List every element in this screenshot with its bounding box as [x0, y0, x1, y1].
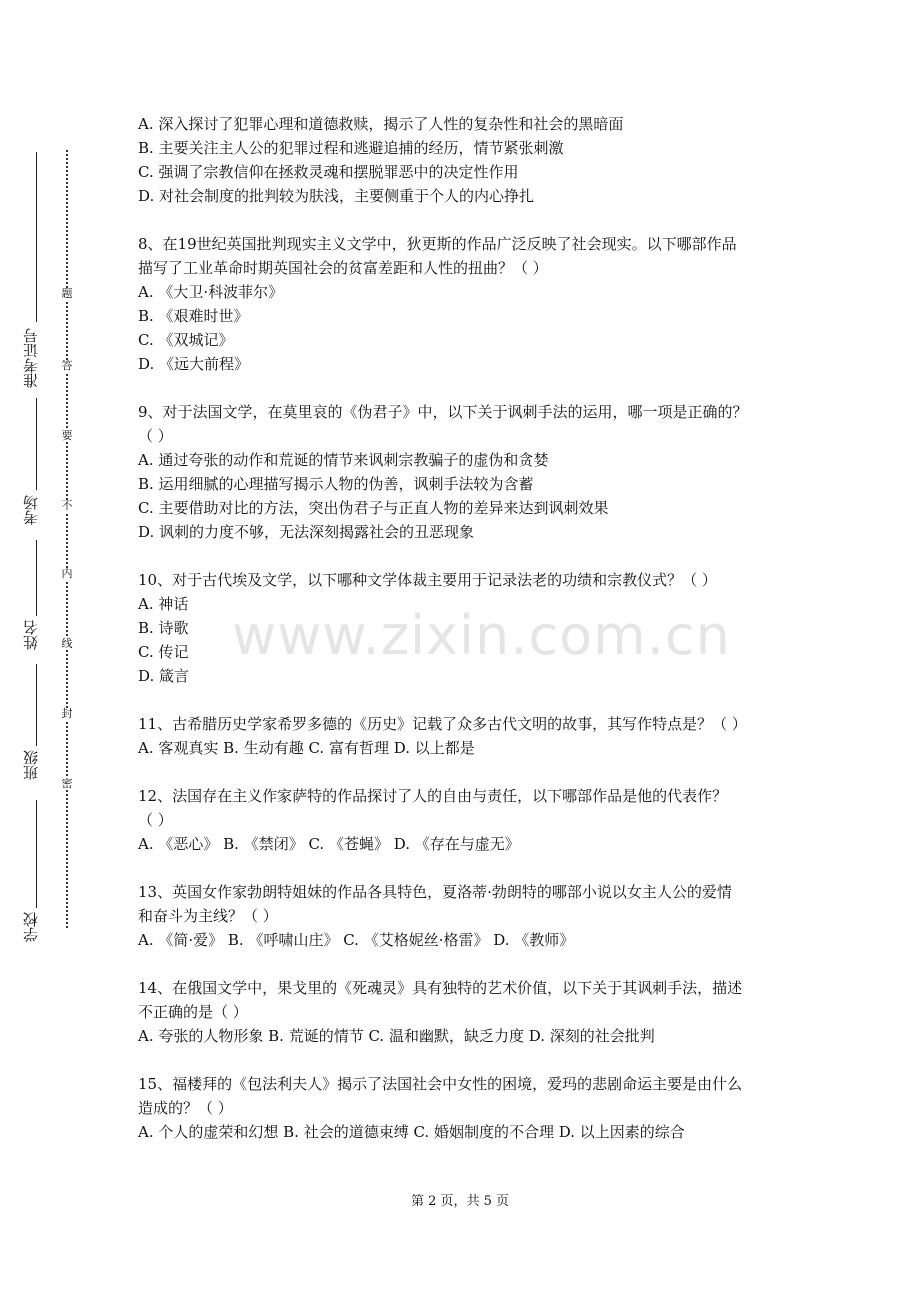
question-stem: 10、对于古代埃及文学，以下哪种文学体裁主要用于记录法老的功绩和宗教仪式？（ ） [138, 571, 717, 589]
question-stem: 15、福楼拜的《包法利夫人》揭示了法国社会中女性的困境，爱玛的悲剧命运主要是由什么 [138, 1075, 743, 1093]
question-9 [138, 400, 798, 544]
option: D. 讽刺的力度不够，无法深刻揭露社会的丑恶现象 [138, 523, 475, 541]
options-inline: A. 客观真实 B. 生动有趣 C. 富有哲理 D. 以上都是 [138, 739, 475, 757]
field-class [24, 750, 39, 780]
question-stem: 14、在俄国文学中，果戈里的《死魂灵》具有独特的艺术价值，以下关于其讽刺手法，描述 [138, 979, 743, 997]
field-name [24, 620, 39, 650]
option: C. 《双城记》 [138, 331, 234, 349]
question-8 [138, 232, 798, 376]
options-inline: A. 《简·爱》 B. 《呼啸山庄》 C. 《艾格妮丝·格雷》 D. 《教师》 [138, 931, 575, 949]
field-exam-room [24, 495, 39, 525]
question-stem: 13、英国女作家勃朗特姐妹的作品各具特色，夏洛蒂·勃朗特的哪部小说以女主人公的爱情 [138, 883, 732, 901]
option: C. 主要借助对比的方法，突出伪君子与正直人物的差异来达到讽刺效果 [138, 499, 609, 517]
fill-line [36, 398, 37, 490]
question-stem: 12、法国存在主义作家萨特的作品探讨了人的自由与责任，以下哪部作品是他的代表作？ [138, 787, 728, 805]
field-label: 班级 [22, 750, 40, 780]
question-13 [138, 880, 798, 952]
question-stem: （ ） [138, 811, 173, 829]
option: A. 通过夸张的动作和荒诞的情节来讽刺宗教骗子的虚伪和贪婪 [138, 451, 549, 469]
page-footer: 第 2 页，共 5 页 [410, 1194, 510, 1209]
option: A. 神话 [138, 595, 189, 613]
question-12 [138, 784, 798, 856]
question-11 [138, 712, 798, 760]
seal-char: 答 [61, 359, 73, 372]
option: D. 箴言 [138, 667, 190, 685]
fill-line [36, 664, 37, 746]
option: D. 对社会制度的批判较为肤浅，主要侧重于个人的内心挣扎 [138, 187, 535, 205]
question-15 [138, 1072, 798, 1144]
option: A. 《大卫·科波菲尔》 [138, 283, 284, 301]
option: B. 运用细腻的心理描写揭示人物的伪善，讽刺手法较为含蓄 [138, 475, 534, 493]
question-14 [138, 976, 798, 1048]
seal-char: 密 [61, 777, 73, 790]
question-stem: 11、古希腊历史学家希罗多德的《历史》记载了众多古代文明的故事，其写作特点是？（ ） [138, 715, 747, 733]
options-inline: A. 夸张的人物形象 B. 荒诞的情节 C. 温和幽默，缺乏力度 D. 深刻的社会批判 [138, 1027, 655, 1045]
question-stem: （ ） [138, 427, 173, 445]
options-inline: A. 《恶心》 B. 《禁闭》 C. 《苍蝇》 D. 《存在与虚无》 [138, 835, 520, 853]
seal-char: 线 [61, 637, 73, 650]
seal-char: 封 [61, 707, 73, 720]
option: B. 《艰难时世》 [138, 307, 249, 325]
option: A. 深入探讨了犯罪心理和道德救赎，揭示了人性的复杂性和社会的黑暗面 [138, 115, 624, 133]
option: D. 《远大前程》 [138, 355, 250, 373]
question-stem: 不正确的是（ ） [138, 1003, 248, 1021]
fill-line [36, 800, 37, 908]
option: C. 传记 [138, 643, 189, 661]
field-exam-number [24, 328, 39, 388]
option: B. 主要关注主人公的犯罪过程和逃避追捕的经历，情节紧张刺激 [138, 139, 564, 157]
seal-line [66, 150, 68, 928]
options-inline: A. 个人的虚荣和幻想 B. 社会的道德束缚 C. 婚姻制度的不合理 D. 以上因素的综合 [138, 1123, 685, 1141]
question-stem: 描写了工业革命时期英国社会的贫富差距和人性的扭曲？（ ） [138, 259, 548, 277]
field-school [24, 912, 39, 942]
binding-margin [0, 0, 80, 1302]
watermark: www.zixin.com.cn [232, 604, 731, 667]
seal-char: 不 [61, 499, 73, 512]
question-stem: 和奋斗为主线？（ ） [138, 907, 278, 925]
seal-char: 内 [61, 567, 73, 580]
field-label: 学校 [22, 912, 40, 942]
question-stem: 造成的？（ ） [138, 1099, 233, 1117]
option: C. 强调了宗教信仰在拯救灵魂和摆脱罪恶中的决定性作用 [138, 163, 519, 181]
field-label: 考场 [22, 495, 40, 525]
seal-char: 题 [61, 287, 73, 300]
question-7-options [138, 112, 798, 208]
field-label: 姓名 [22, 620, 40, 650]
field-label: 准考证号 [22, 328, 40, 388]
option: B. 诗歌 [138, 619, 189, 637]
question-stem: 8、在19世纪英国批判现实主义文学中，狄更斯的作品广泛反映了社会现实。以下哪部作品 [138, 235, 737, 253]
fill-line [36, 152, 37, 322]
seal-char: 要 [61, 429, 73, 442]
question-stem: 9、对于法国文学，在莫里哀的《伪君子》中，以下关于讽刺手法的运用，哪一项是正确的？ [138, 403, 748, 421]
fill-line [36, 540, 37, 616]
